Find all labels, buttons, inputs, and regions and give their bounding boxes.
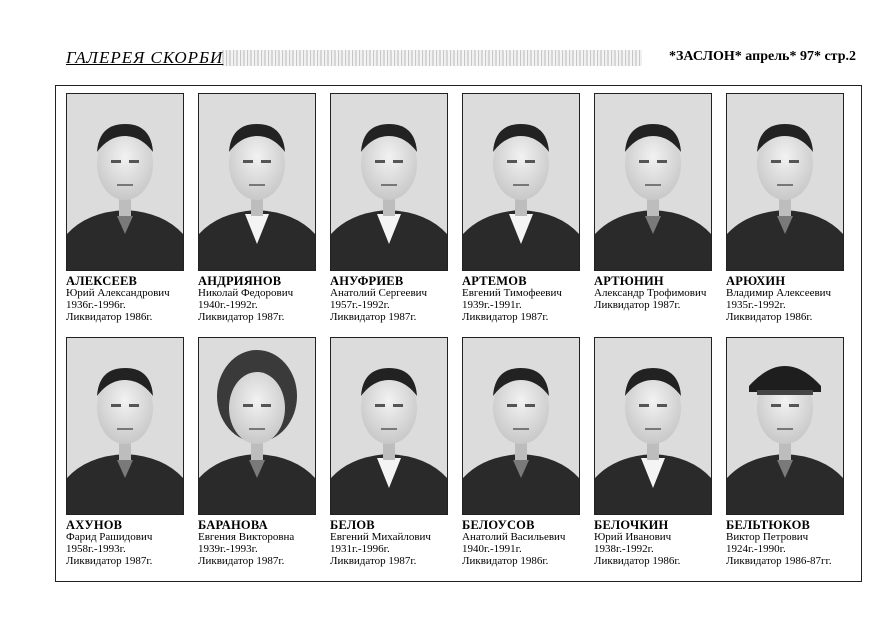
liquidator-year: Ликвидатор 1986-87гг. bbox=[726, 555, 832, 567]
memorial-card bbox=[726, 337, 844, 575]
person-full-name: Виктор Петрович bbox=[726, 531, 809, 543]
portrait-photo bbox=[594, 93, 712, 271]
person-full-name: Юрий Александрович bbox=[66, 287, 170, 299]
portrait-photo bbox=[66, 93, 184, 271]
caption bbox=[330, 519, 448, 567]
memorial-card bbox=[462, 337, 580, 575]
person-years: 1940г.-1991г. bbox=[462, 543, 522, 555]
portrait-photo bbox=[594, 337, 712, 515]
portrait-photo bbox=[726, 93, 844, 271]
person-surname: БЕЛЬТЮКОВ bbox=[726, 518, 811, 532]
liquidator-year: Ликвидатор 1987г. bbox=[198, 311, 285, 323]
portrait-photo bbox=[198, 337, 316, 515]
caption bbox=[66, 275, 184, 323]
person-surname: АХУНОВ bbox=[66, 518, 123, 532]
caption bbox=[594, 275, 712, 311]
person-full-name: Владимир Алексеевич bbox=[726, 287, 832, 299]
caption bbox=[66, 519, 184, 567]
person-years: 1938г.-1992г. bbox=[594, 543, 654, 555]
memorial-card bbox=[462, 93, 580, 327]
person-surname: БЕЛОУСОВ bbox=[462, 518, 535, 532]
person-years: 1939г.-1993г. bbox=[198, 543, 258, 555]
person-years: 1957г.-1992г. bbox=[330, 299, 390, 311]
person-full-name: Евгений Михайлович bbox=[330, 531, 431, 543]
memorial-grid bbox=[66, 93, 858, 575]
memorial-card bbox=[66, 337, 184, 575]
portrait-photo bbox=[462, 337, 580, 515]
person-full-name: Фарид Рашидович bbox=[66, 531, 153, 543]
caption bbox=[198, 519, 316, 567]
portrait-photo bbox=[330, 93, 448, 271]
caption bbox=[726, 519, 844, 567]
person-full-name: Николай Федорович bbox=[198, 287, 294, 299]
page-header bbox=[64, 46, 860, 72]
liquidator-year: Ликвидатор 1987г. bbox=[330, 555, 417, 567]
caption bbox=[594, 519, 712, 567]
person-full-name: Александр Трофимович bbox=[594, 287, 707, 299]
portrait-photo bbox=[726, 337, 844, 515]
section-title: ГАЛЕРЕЯ СКОРБИ bbox=[66, 48, 224, 67]
person-surname: АРТЮНИН bbox=[594, 274, 664, 288]
person-surname: АЛЕКСЕЕВ bbox=[66, 274, 138, 288]
portrait-photo bbox=[198, 93, 316, 271]
person-full-name: Евгений Тимофеевич bbox=[462, 287, 562, 299]
caption bbox=[198, 275, 316, 323]
caption bbox=[330, 275, 448, 323]
person-surname: БАРАНОВА bbox=[198, 518, 268, 532]
memorial-card bbox=[66, 93, 184, 327]
portrait-photo bbox=[66, 337, 184, 515]
person-years: 1940г.-1992г. bbox=[198, 299, 258, 311]
liquidator-year: Ликвидатор 1987г. bbox=[330, 311, 417, 323]
publication-info: *ЗАСЛОН* апрель* 97* стр.2 bbox=[669, 49, 856, 64]
portrait-photo bbox=[462, 93, 580, 271]
liquidator-year: Ликвидатор 1987г. bbox=[198, 555, 285, 567]
person-surname: БЕЛОЧКИН bbox=[594, 518, 669, 532]
header-stripe bbox=[222, 50, 642, 66]
memorial-card bbox=[198, 93, 316, 327]
memorial-card bbox=[330, 93, 448, 327]
liquidator-year: Ликвидатор 1987г. bbox=[594, 299, 681, 311]
person-years: 1939г.-1991г. bbox=[462, 299, 522, 311]
person-years: 1931г.-1996г. bbox=[330, 543, 390, 555]
person-years: 1924г.-1990г. bbox=[726, 543, 786, 555]
person-full-name: Анатолий Сергеевич bbox=[330, 287, 428, 299]
liquidator-year: Ликвидатор 1987г. bbox=[462, 311, 549, 323]
liquidator-year: Ликвидатор 1986г. bbox=[66, 311, 153, 323]
liquidator-year: Ликвидатор 1987г. bbox=[66, 555, 153, 567]
liquidator-year: Ликвидатор 1986г. bbox=[462, 555, 549, 567]
memorial-card bbox=[594, 93, 712, 327]
portrait-photo bbox=[330, 337, 448, 515]
person-full-name: Евгения Викторовна bbox=[198, 531, 295, 543]
person-years: 1958г.-1993г. bbox=[66, 543, 126, 555]
person-surname: АНУФРИЕВ bbox=[330, 274, 404, 288]
person-years: 1935г.-1992г. bbox=[726, 299, 786, 311]
person-surname: АНДРИЯНОВ bbox=[198, 274, 282, 288]
liquidator-year: Ликвидатор 1986г. bbox=[726, 311, 813, 323]
memorial-card bbox=[330, 337, 448, 575]
caption bbox=[726, 275, 844, 323]
person-years: 1936г.-1996г. bbox=[66, 299, 126, 311]
memorial-card bbox=[726, 93, 844, 327]
caption bbox=[462, 519, 580, 567]
person-full-name: Анатолий Васильевич bbox=[462, 531, 566, 543]
person-surname: БЕЛОВ bbox=[330, 518, 375, 532]
person-surname: АРТЕМОВ bbox=[462, 274, 527, 288]
liquidator-year: Ликвидатор 1986г. bbox=[594, 555, 681, 567]
person-full-name: Юрий Иванович bbox=[594, 531, 672, 543]
caption bbox=[462, 275, 580, 323]
memorial-card bbox=[594, 337, 712, 575]
person-surname: АРЮХИН bbox=[726, 274, 786, 288]
memorial-card bbox=[198, 337, 316, 575]
